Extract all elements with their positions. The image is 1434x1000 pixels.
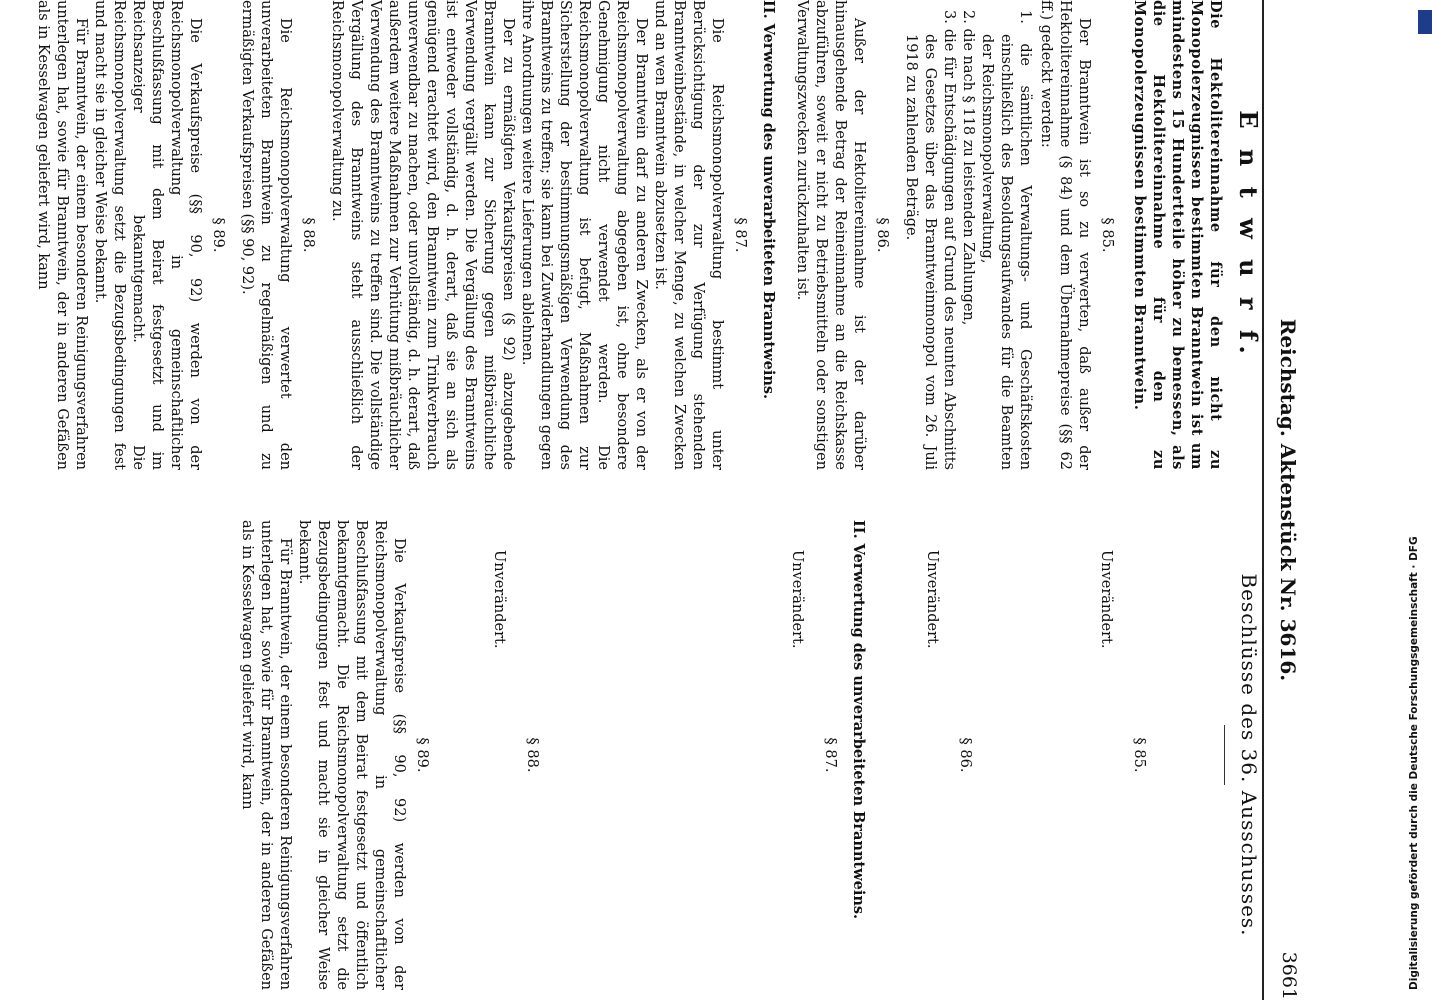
title-rule: [1224, 725, 1225, 785]
draft-title: E n t w u r f.: [1234, 110, 1263, 360]
draft-s88-text: Die Reichsmonopolverwaltung verwertet den unverarbeiteten Branntwein zu regelmäßigen und zu ermäßigten Verkaufspreisen (§§ 90, 92).: [239, 0, 293, 470]
draft-intro: Die Hektolitereinnahme für den nicht zu Monopolerzeugnissen bestimmten Branntwein ist um mindestens 15 Hundertteile höher zu bemessen, als die Hektolitereinnahme für den zu Monopolerzeugnissen bestimmten Branntwein.: [1131, 0, 1224, 470]
committee-s89-heading: § 89.: [414, 737, 430, 773]
committee-s88-heading: § 88.: [524, 737, 540, 773]
digitization-text: Digitalisierung gefördert durch die Deutsche Forschungsgemeinschaft · DFG: [1408, 536, 1420, 990]
committee-s86-text: Unverändert.: [924, 550, 940, 649]
spacer: [882, 520, 922, 990]
committee-s85-heading: § 85.: [1131, 737, 1147, 773]
spacer: [551, 520, 787, 990]
committee-s87-text: Unverändert.: [789, 550, 805, 649]
draft-s86-text: Außer der Hektolitereinnahme ist der darüber hinausgehende Betrag der Reineinnahme an die Reichskasse abzuführen, soweit er nicht zu Betriebsmitteln oder sonstigen Verwaltungszwecken zurückzuhalten ist.: [794, 0, 867, 470]
draft-column: [33, 0, 1263, 470]
committee-s85-text: Unverändert.: [1098, 550, 1114, 649]
rotated-page: [35, 0, 1330, 1000]
committee-column: [237, 520, 1261, 990]
draft-section2-heading: II. Verwertung des unverarbeiteten Branntweins.: [760, 0, 777, 400]
committee-title: Beschlüsse des 36. Ausschusses.: [1237, 573, 1261, 937]
digitization-note: [1408, 10, 1428, 990]
draft-s85-heading: § 85.: [1099, 217, 1115, 253]
draft-s87-heading: § 87.: [732, 217, 748, 253]
draft-s88-heading: § 88.: [300, 217, 316, 253]
spacer: [441, 520, 489, 990]
draft-s86-heading: § 86.: [874, 217, 890, 253]
draft-s89-heading: § 89.: [210, 217, 226, 253]
page-number: 3661: [1278, 951, 1300, 1000]
list-item: 2. die nach § 118 zu leistenden Zahlungen,: [960, 10, 976, 326]
committee-s87-heading: § 87.: [822, 737, 838, 773]
dfg-logo-icon: [1418, 10, 1432, 34]
draft-s87-p2: Der Branntwein darf zu anderen Zwecken, als er von der Reichsmonopolverwaltung abgegeben ist, ohne besondere Genehmigung nicht verwendet werden. Die Reichsmonopolverwaltung ist befugt, Maßnahmen zur Sicherstellung der bestimmungsmäßigen Verwendung des Branntweins zu treffen; sie kann bei Zuwiderhandlungen gegen ihre Anordnungen weitere Lieferungen ablehnen.: [519, 0, 649, 470]
draft-s89-p2: Für Branntwein, der einem besonderen Reinigungsverfahren unterlegen hat, sowie für Branntwein, der in anderen Gefäßen als in Kesselwagen geliefert wird, kann: [35, 0, 89, 470]
list-item: 3. die für Entschädigungen auf Grund des neunten Abschnitts des Gesetzes über das Branntweinmonopol vom 26. Juli 1918 zu zahlenden Beträge.: [903, 10, 957, 470]
draft-s89-p1: Die Verkaufspreise (§§ 90, 92) werden von der Reichsmonopolverwaltung in gemeinschaftlicher Beschlußfassung mit dem Beirat festgesetzt und im Reichsanzeiger bekanntgemacht. Die Reichsmonopolverwaltung setzt die Bezugsbedingungen fest und macht sie in gleicher Weise bekannt.: [92, 0, 203, 470]
draft-s87-p3: Der zu ermäßigten Verkaufspreisen (§ 92) abzugebende Branntwein kann zur Sicherung gegen mißbräuchliche Verwendung vergällt werden. Die Vergällung des Branntweins ist entweder vollständig, d. h. derart, daß sie an sich als genügend erachtet wird, den Branntwein zum Trinkverbrauch unverwendbar zu machen, oder unvollständig, d. h. derart, daß außerdem weitere Maßnahmen zur Verhütung mißbräuchlicher Verwendung des Branntweins zu treffen sind. Die vollständige Vergällung des Branntweins steht ausschließlich der Reichsmonopolverwaltung zu.: [329, 0, 516, 470]
spacer: [984, 520, 1096, 990]
draft-s87-p1: Die Reichsmonopolverwaltung bestimmt unter Berücksichtigung der zur Verfügung stehenden Branntweinbestände, in welcher Menge, zu welchen Zwecken und an wen Branntwein abzusetzen ist.: [652, 0, 725, 470]
committee-s89-p1: Die Verkaufspreise (§§ 90, 92) werden von der Reichsmonopolverwaltung in gemeinschaftlicher Beschlußfassung mit dem Beirat festgesetzt und öffentlich bekanntgemacht. Die Reichsmonopolverwaltung setzt die Bezugsbedingungen fest und macht sie in gleicher Weise bekannt.: [296, 520, 407, 990]
draft-s85-list: [901, 0, 1034, 470]
committee-s89-p2: Für Branntwein, der einem besonderen Reinigungsverfahren unterlegen hat, sowie für Branntwein, der in anderen Gefäßen als in Kesselwagen geliefert wird, kann: [239, 520, 293, 990]
list-item: 1. die sämtlichen Verwaltungs- und Geschäftskosten einschließlich des Besoldungsaufwandes für die Beamten der Reichsmonopolverwaltung,: [979, 10, 1033, 470]
draft-s85-text: Der Branntwein ist so zu verwerten, daß außer der Hektolitereinnahme (§ 84) und dem Übernahmepreise (§§ 62 ff.) gedeckt werden:: [1038, 0, 1092, 470]
running-title: Reichstag. Aktenstück Nr. 3616.: [1276, 318, 1300, 682]
spacer: [1158, 520, 1214, 990]
committee-s88-text: Unverändert.: [491, 550, 507, 649]
committee-section2-heading: II. Verwertung des unverarbeiteten Branntweins.: [850, 520, 867, 920]
committee-s86-heading: § 86.: [957, 737, 973, 773]
